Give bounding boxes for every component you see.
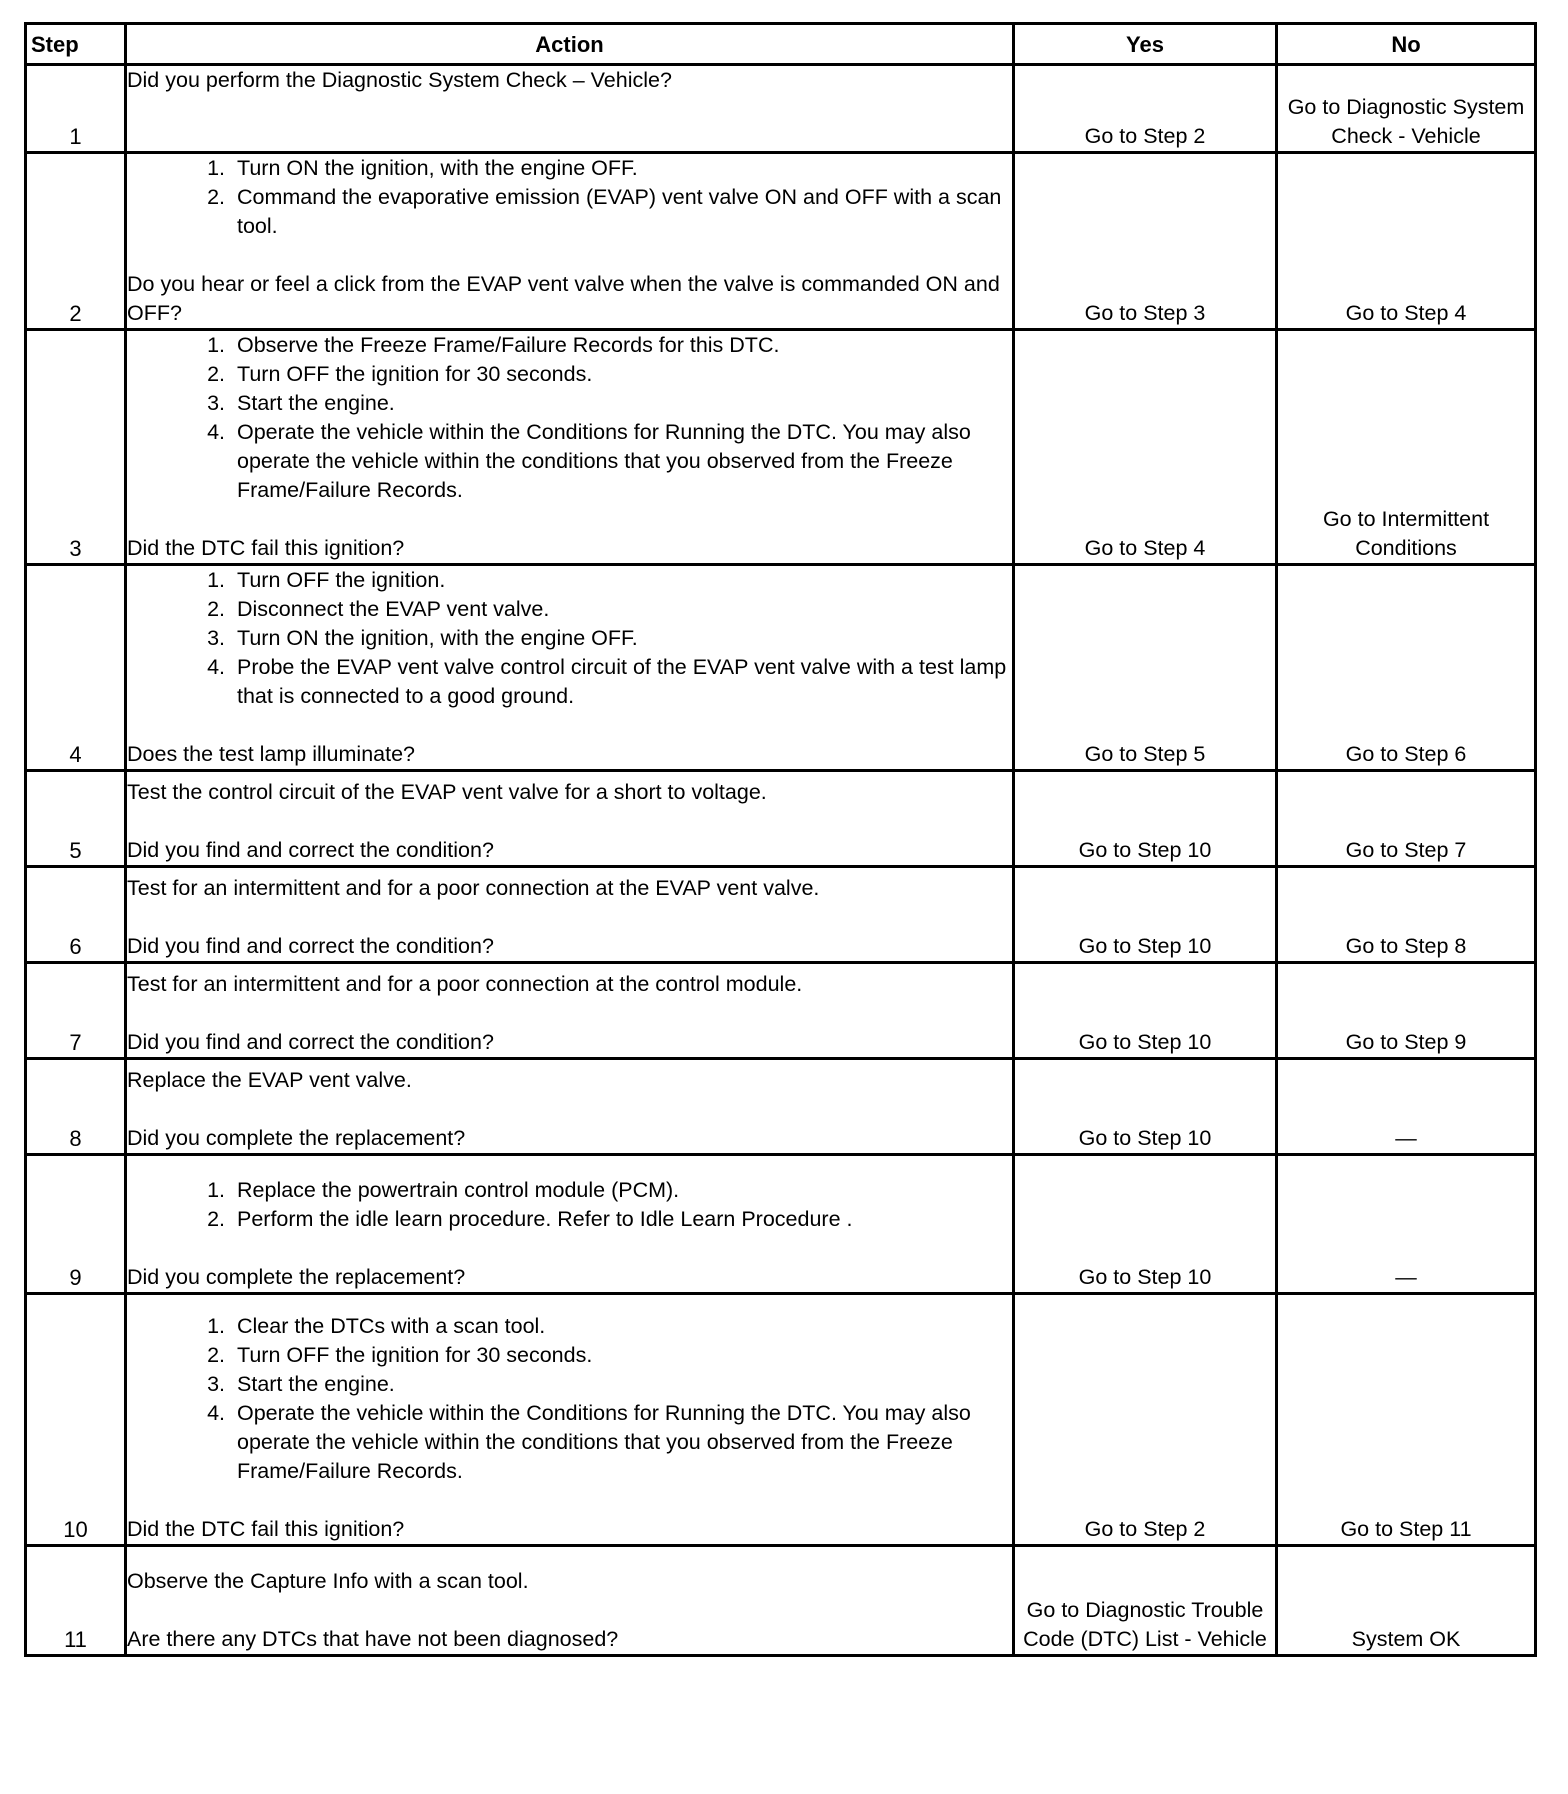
header-row [26,24,1536,65]
step-number: 1 [26,65,126,153]
action-cell [126,330,1014,565]
action-cell [126,565,1014,771]
step-number: 9 [26,1155,126,1294]
step-number: 7 [26,963,126,1059]
step-number: 4 [26,565,126,771]
table-row [26,330,1536,565]
action-step-item: 1. Turn ON the ignition, with the engine OFF. [231,154,1012,183]
action-step-item: 4. Operate the vehicle within the Conditions for Running the DTC. You may also operate the vehicle within the conditions that you observed from the Freeze Frame/Failure Records. [231,418,1012,505]
action-cell [126,1294,1014,1546]
no-value: System OK [1277,1546,1536,1656]
no-link[interactable]: Go to Step 9 [1277,963,1536,1059]
action-cell [126,1155,1014,1294]
action-cell [126,1059,1014,1155]
step-number: 8 [26,1059,126,1155]
yes-link[interactable]: Go to Step 10 [1014,963,1277,1059]
action-question: Did the DTC fail this ignition? [127,536,405,560]
header-no: No [1277,24,1536,65]
action-cell [126,771,1014,867]
yes-link[interactable]: Go to Step 10 [1014,867,1277,963]
action-step-item: 2. Turn OFF the ignition for 30 seconds. [231,360,1012,389]
action-steps [127,566,1012,711]
action-intro: Replace the EVAP vent valve. [127,1068,412,1092]
action-step-item: 1. Turn OFF the ignition. [231,566,1012,595]
action-step-item: 2. Disconnect the EVAP vent valve. [231,595,1012,624]
action-step-item: 3. Start the engine. [231,389,1012,418]
action-steps [127,1312,1012,1486]
diagnostic-table [24,22,1537,1657]
action-question: Does the test lamp illuminate? [127,742,416,766]
no-link[interactable]: Go to Diagnostic System Check - Vehicle [1277,65,1536,153]
action-question: Are there any DTCs that have not been diagnosed? [127,1627,619,1651]
table-row [26,867,1536,963]
yes-link[interactable]: Go to Step 10 [1014,1059,1277,1155]
no-link[interactable]: Go to Step 7 [1277,771,1536,867]
action-step-item: 2. Command the evaporative emission (EVAP) vent valve ON and OFF with a scan tool. [231,183,1012,241]
action-step-item: 1. Clear the DTCs with a scan tool. [231,1312,1012,1341]
yes-link[interactable]: Go to Step 3 [1014,153,1277,330]
action-question: Did you find and correct the condition? [127,934,494,958]
table-row [26,565,1536,771]
yes-link[interactable]: Go to Step 10 [1014,771,1277,867]
yes-link[interactable]: Go to Diagnostic Trouble Code (DTC) List - Vehicle [1014,1546,1277,1656]
action-question: Did you complete the replacement? [127,1265,466,1289]
table-row [26,1546,1536,1656]
action-step-item: 4. Operate the vehicle within the Conditions for Running the DTC. You may also operate the vehicle within the conditions that you observed from the Freeze Frame/Failure Records. [231,1399,1012,1486]
action-step-item: 2. Perform the idle learn procedure. Refer to Idle Learn Procedure . [231,1205,1012,1234]
table-row [26,771,1536,867]
action-step-item: 1. Replace the powertrain control module (PCM). [231,1176,1012,1205]
action-question: Did you find and correct the condition? [127,838,494,862]
no-link[interactable]: Go to Step 4 [1277,153,1536,330]
action-question: Do you hear or feel a click from the EVAP vent valve when the valve is commanded ON and OFF? [127,272,1000,325]
action-steps [127,331,1012,505]
no-link[interactable]: Go to Step 6 [1277,565,1536,771]
no-value: — [1277,1155,1536,1294]
table-row [26,963,1536,1059]
action-cell [126,153,1014,330]
yes-link[interactable]: Go to Step 2 [1014,65,1277,153]
header-yes: Yes [1014,24,1277,65]
table-row [26,1294,1536,1546]
action-intro: Test for an intermittent and for a poor connection at the EVAP vent valve. [127,876,820,900]
action-intro: Observe the Capture Info with a scan tool. [127,1569,529,1593]
action-steps [127,154,1012,241]
table-row [26,1059,1536,1155]
action-steps [127,1176,1012,1234]
action-question: Did you complete the replacement? [127,1126,466,1150]
step-number: 10 [26,1294,126,1546]
table-row [26,65,1536,153]
yes-link[interactable]: Go to Step 5 [1014,565,1277,771]
yes-link[interactable]: Go to Step 10 [1014,1155,1277,1294]
action-cell [126,867,1014,963]
header-step: Step [26,24,126,65]
action-question: Did the DTC fail this ignition? [127,1517,405,1541]
action-step-item: 4. Probe the EVAP vent valve control circuit of the EVAP vent valve with a test lamp that is connected to a good ground. [231,653,1012,711]
action-cell [126,1546,1014,1656]
yes-link[interactable]: Go to Step 2 [1014,1294,1277,1546]
action-question: Did you find and correct the condition? [127,1030,494,1054]
action-intro: Test for an intermittent and for a poor connection at the control module. [127,972,803,996]
no-link[interactable]: Go to Step 8 [1277,867,1536,963]
action-step-item: 3. Start the engine. [231,1370,1012,1399]
step-number: 5 [26,771,126,867]
step-number: 6 [26,867,126,963]
header-action: Action [126,24,1014,65]
step-number: 11 [26,1546,126,1656]
step-number: 3 [26,330,126,565]
action-cell [126,65,1014,153]
action-intro: Did you perform the Diagnostic System Check – Vehicle? [127,68,672,92]
no-link[interactable]: Go to Step 11 [1277,1294,1536,1546]
action-cell [126,963,1014,1059]
action-step-item: 1. Observe the Freeze Frame/Failure Records for this DTC. [231,331,1012,360]
table-row [26,1155,1536,1294]
table-row [26,153,1536,330]
yes-link[interactable]: Go to Step 4 [1014,330,1277,565]
no-link[interactable]: Go to Intermittent Conditions [1277,330,1536,565]
no-value: — [1277,1059,1536,1155]
action-step-item: 3. Turn ON the ignition, with the engine OFF. [231,624,1012,653]
action-step-item: 2. Turn OFF the ignition for 30 seconds. [231,1341,1012,1370]
step-number: 2 [26,153,126,330]
action-intro: Test the control circuit of the EVAP vent valve for a short to voltage. [127,780,767,804]
